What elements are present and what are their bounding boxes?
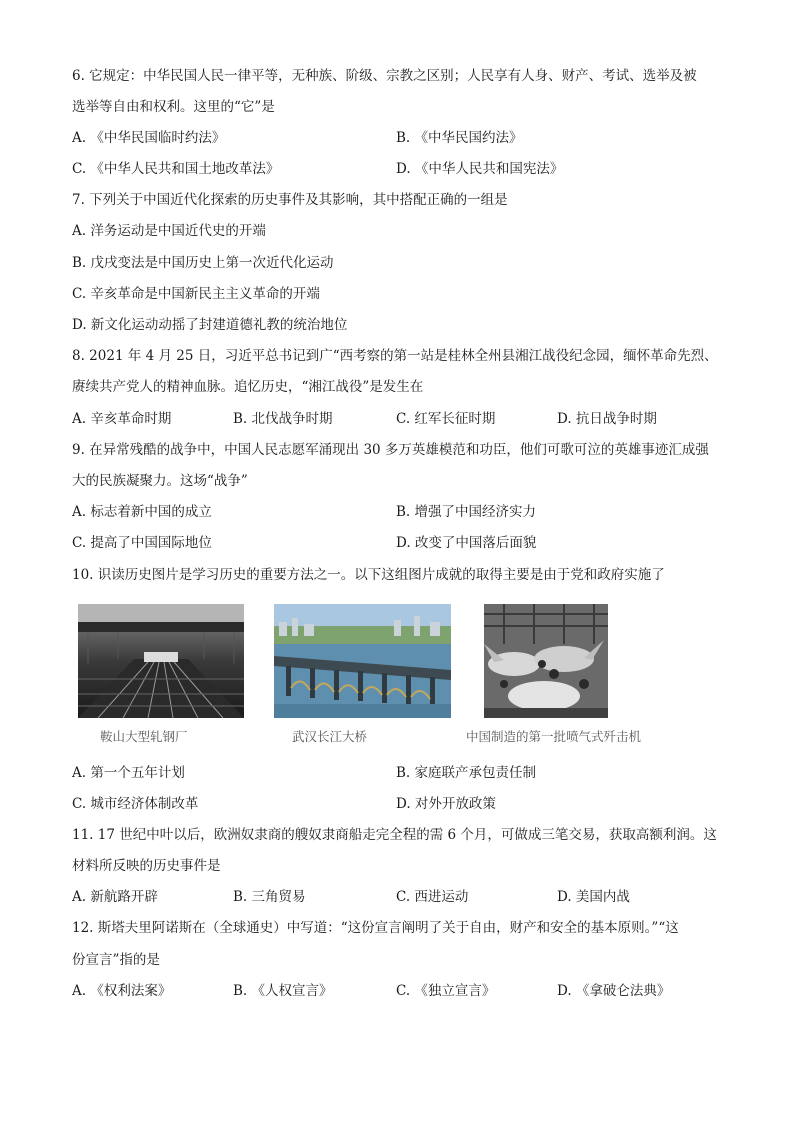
q6-option-d: D. 《中华人民共和国宪法》	[396, 161, 564, 177]
q7-stem: 7. 下列关于中国近代化探索的历史事件及其影响，其中搭配正确的一组是	[72, 192, 508, 208]
q10-option-a: A. 第一个五年计划	[72, 765, 185, 781]
q7-option-b: B. 戊戌变法是中国历史上第一次近代化运动	[72, 255, 334, 271]
q8-option-c: C. 红军长征时期	[396, 411, 496, 427]
q8-stem-line1: 8. 2021 年 4 月 25 日，习近平总书记到广“西考察的第一站是桂林全州县湘江战役纪念园，缅怀革命先烈、	[72, 348, 718, 364]
wuhan-bridge-photo	[274, 604, 451, 718]
q6-option-a: A. 《中华民国临时约法》	[72, 130, 226, 146]
jet-fighter-photo	[484, 604, 608, 718]
caption-rolling-mill: 鞍山大型轧钢厂	[100, 729, 188, 744]
q6-stem-line1: 6. 它规定：中华民国人民一律平等，无种族、阶级、宗教之区别；人民享有人身、财产、考试、选举及被	[72, 68, 697, 84]
q11-option-c: C. 西进运动	[396, 889, 469, 905]
q9-stem-line2: 大的民族凝聚力。这场“战争”	[72, 473, 248, 489]
q9-option-c: C. 提高了中国国际地位	[72, 535, 212, 551]
q9-option-b: B. 增强了中国经济实力	[396, 504, 537, 520]
q11-option-b: B. 三角贸易	[233, 889, 306, 905]
q9-option-d: D. 改变了中国落后面貌	[396, 535, 537, 551]
q8-option-a: A. 辛亥革命时期	[72, 411, 172, 427]
q12-option-a: A. 《权利法案》	[72, 983, 172, 999]
q11-option-d: D. 美国内战	[557, 889, 630, 905]
q8-option-d: D. 抗日战争时期	[557, 411, 657, 427]
q12-option-d: D. 《拿破仑法典》	[557, 983, 671, 999]
q12-option-c: C. 《独立宣言》	[396, 983, 496, 999]
q10-option-d: D. 对外开放政策	[396, 796, 496, 812]
q6-option-b: B. 《中华民国约法》	[396, 130, 523, 146]
q7-option-a: A. 洋务运动是中国近代史的开端	[72, 223, 266, 239]
q10-option-c: C. 城市经济体制改革	[72, 796, 199, 812]
q10-option-b: B. 家庭联产承包责任制	[396, 765, 537, 781]
q12-stem-line1: 12. 斯塔夫里阿诺斯在（全球通史）中写道：“这份宣言阐明了关于自由，财产和安全的基本原则。”“这	[72, 920, 679, 936]
caption-wuhan-bridge: 武汉长江大桥	[292, 729, 368, 744]
q6-option-c: C. 《中华人民共和国土地改革法》	[72, 161, 280, 177]
q11-stem-line1: 11. 17 世纪中叶以后，欧洲奴隶商的艘奴隶商船走完全程的需 6 个月，可做成三笔交易，获取高额利润。这	[72, 827, 717, 843]
q11-option-a: A. 新航路开辟	[72, 889, 158, 905]
rolling-mill-photo	[78, 604, 244, 718]
q10-stem: 10. 识读历史图片是学习历史的重要方法之一。以下这组图片成就的取得主要是由于党和政府实施了	[72, 567, 665, 583]
q8-stem-line2: 赓续共产党人的精神血脉。追忆历史，“湘江战役”是发生在	[72, 379, 424, 395]
q12-stem-line2: 份宣言”指的是	[72, 952, 160, 968]
q9-option-a: A. 标志着新中国的成立	[72, 504, 212, 520]
q8-option-b: B. 北伐战争时期	[233, 411, 333, 427]
q7-option-d: D. 新文化运动动摇了封建道德礼教的统治地位	[72, 317, 348, 333]
q6-stem-line2: 选举等自由和权利。这里的“它”是	[72, 99, 275, 115]
q9-stem-line1: 9. 在异常残酷的战争中，中国人民志愿军涌现出 30 多万英雄模范和功臣，他们可歌可泣的英雄事迹汇成强	[72, 442, 709, 458]
caption-jet-fighter: 中国制造的第一批喷气式歼击机	[466, 729, 642, 744]
q7-option-c: C. 辛亥革命是中国新民主主义革命的开端	[72, 286, 320, 302]
q11-stem-line2: 材料所反映的历史事件是	[72, 858, 221, 874]
q12-option-b: B. 《人权宣言》	[233, 983, 333, 999]
